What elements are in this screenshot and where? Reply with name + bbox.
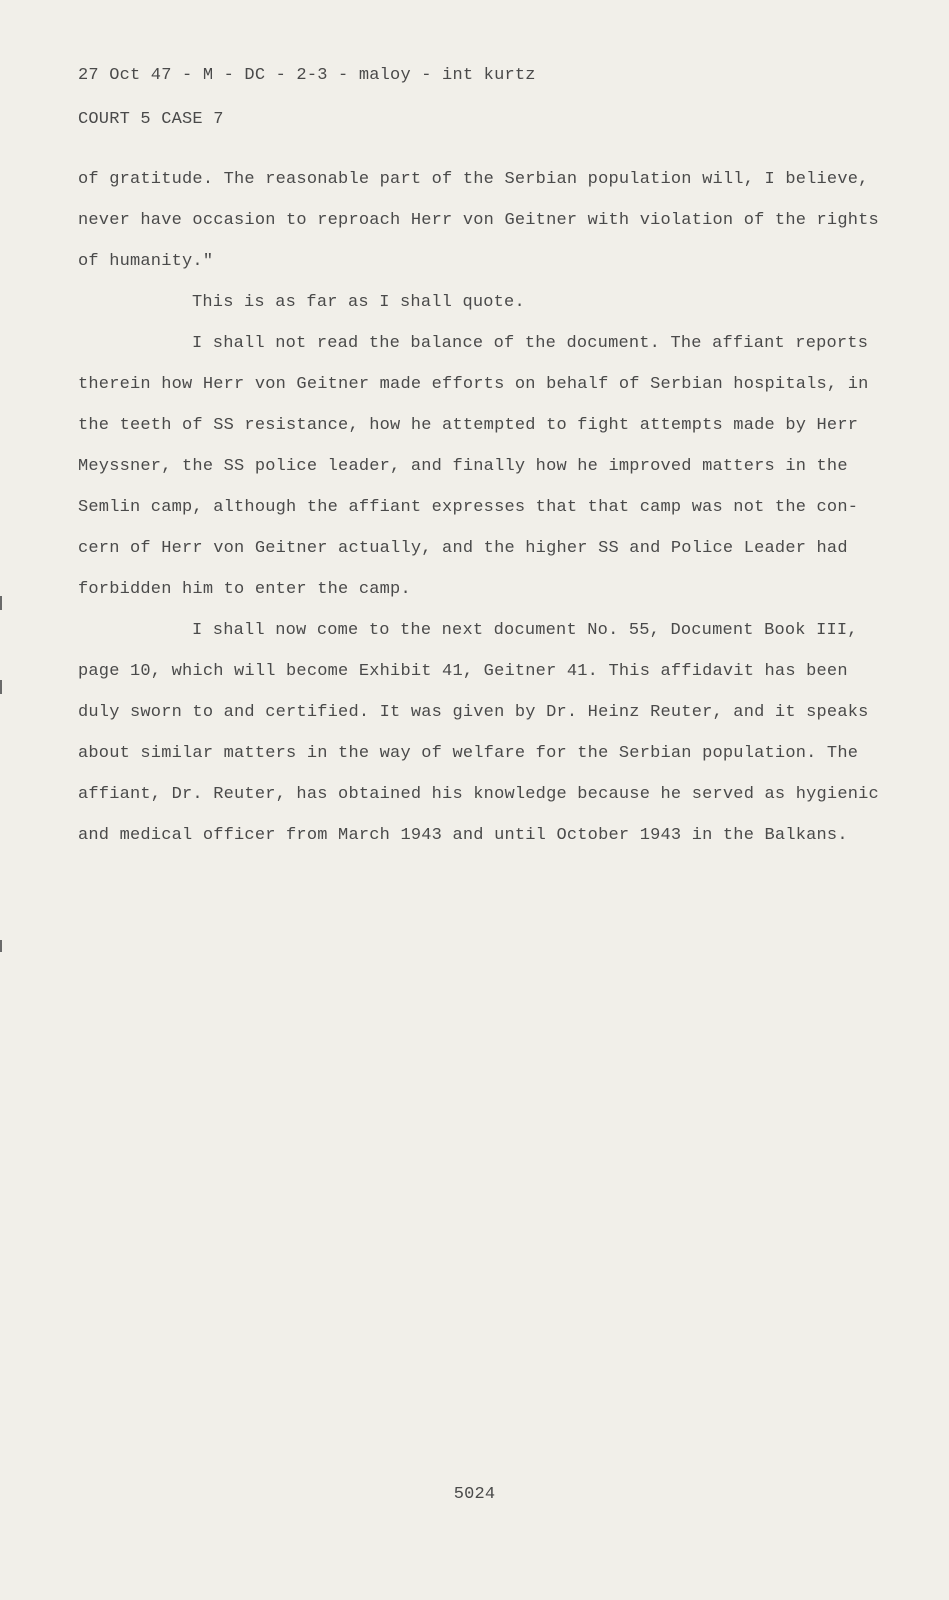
body-line: forbidden him to enter the camp.	[78, 580, 411, 599]
transcript-header: 27 Oct 47 - M - DC - 2-3 - maloy - int kurtz	[78, 66, 536, 85]
page-number: 5024	[453, 1485, 496, 1504]
body-line: of humanity."	[78, 252, 214, 271]
body-line: therein how Herr von Geitner made efforts on behalf of Serbian hospitals, in	[78, 375, 869, 394]
body-line: page 10, which will become Exhibit 41, Geitner 41. This affidavit has been	[78, 662, 848, 681]
court-case-label: COURT 5 CASE 7	[78, 110, 224, 129]
body-line: and medical officer from March 1943 and until October 1943 in the Balkans.	[78, 826, 848, 845]
scan-edge-mark	[0, 940, 2, 952]
body-line: cern of Herr von Geitner actually, and the higher SS and Police Leader had	[78, 539, 848, 558]
body-line: I shall now come to the next document No. 55, Document Book III,	[192, 621, 858, 640]
scan-edge-mark	[0, 596, 2, 610]
body-line: never have occasion to reproach Herr von Geitner with violation of the rights	[78, 211, 879, 230]
body-line: I shall not read the balance of the document. The affiant reports	[192, 334, 869, 353]
body-line: This is as far as I shall quote.	[192, 293, 525, 312]
scan-edge-mark	[0, 680, 2, 694]
body-line: affiant, Dr. Reuter, has obtained his knowledge because he served as hygienic	[78, 785, 879, 804]
body-line: the teeth of SS resistance, how he attempted to fight attempts made by Herr	[78, 416, 859, 435]
body-line: Semlin camp, although the affiant expresses that that camp was not the con-	[78, 498, 859, 517]
body-line: about similar matters in the way of welfare for the Serbian population. The	[78, 744, 859, 763]
body-line: of gratitude. The reasonable part of the Serbian population will, I believe,	[78, 170, 869, 189]
body-line: Meyssner, the SS police leader, and finally how he improved matters in the	[78, 457, 848, 476]
body-line: duly sworn to and certified. It was given by Dr. Heinz Reuter, and it speaks	[78, 703, 869, 722]
